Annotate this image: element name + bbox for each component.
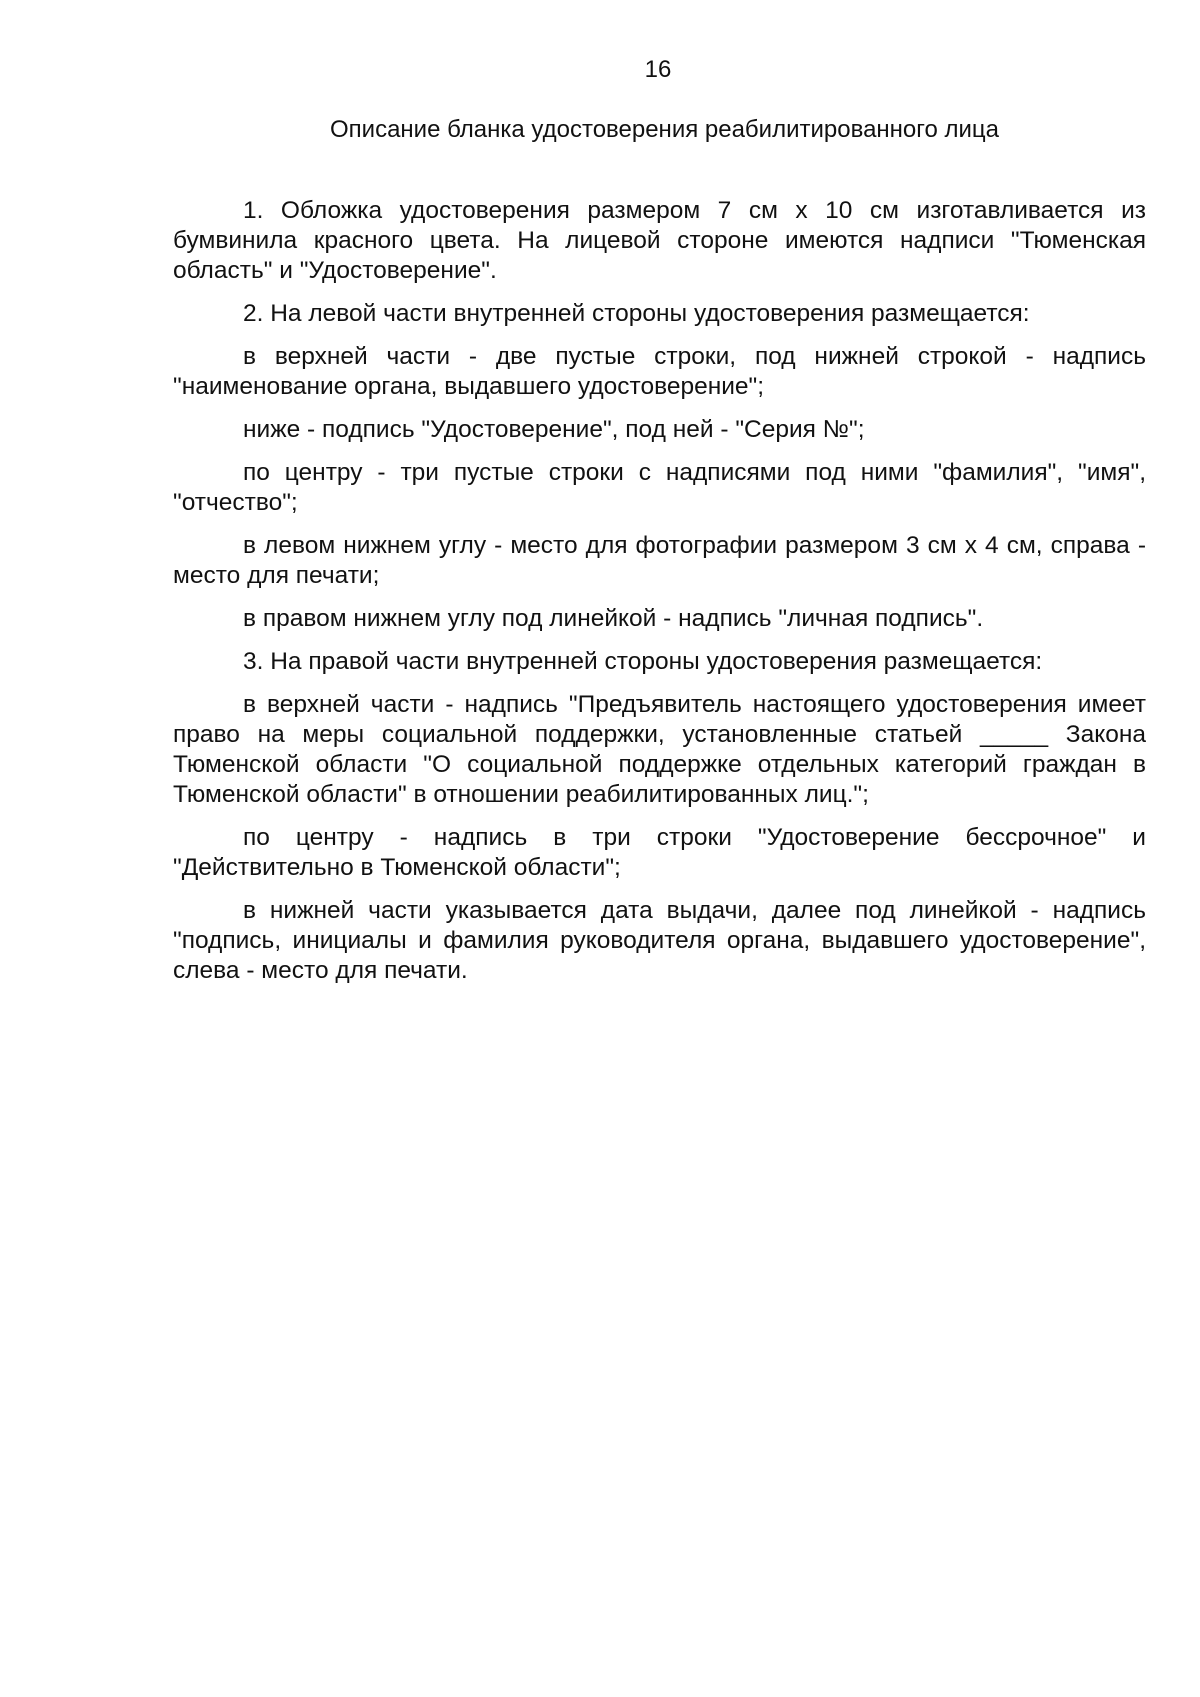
paragraph: 1. Обложка удостоверения размером 7 см x 10 см изготавливается из бумвинила красного цвета. На лицевой стороне имеются надписи "Тюменская область" и "Удостоверение".	[173, 197, 1146, 284]
paragraph: по центру - надпись в три строки "Удостоверение бессрочное" и "Действительно в Тюменской области";	[173, 824, 1146, 881]
paragraph: в правом нижнем углу под линейкой - надпись "личная подпись".	[243, 605, 984, 632]
page-number: 16	[644, 56, 672, 83]
paragraph: 2. На левой части внутренней стороны удостоверения размещается:	[243, 300, 1030, 327]
paragraph: в нижней части указывается дата выдачи, далее под линейкой - надпись "подпись, инициалы и фамилия руководителя органа, выдавшего удостоверение", слева - место для печати.	[173, 897, 1146, 984]
paragraph: в верхней части - надпись "Предъявитель настоящего удостоверения имеет право на меры социальной поддержки, установленные статьей _____ Закона Тюменской области "О социальной поддержке отдельных категорий граждан в Тюменской области" в отношении реабилитированных лиц.";	[173, 691, 1146, 808]
paragraph: в левом нижнем углу - место для фотографии размером 3 см x 4 см, справа - место для печати;	[173, 532, 1146, 589]
document-body	[173, 196, 1146, 999]
paragraph: в верхней части - две пустые строки, под нижней строкой - надпись "наименование органа, выдавшего удостоверение";	[173, 343, 1146, 400]
document-title: Описание бланка удостоверения реабилитированного лица	[330, 116, 1000, 143]
paragraph: 3. На правой части внутренней стороны удостоверения размещается:	[243, 648, 1043, 675]
paragraph: по центру - три пустые строки с надписями под ними "фамилия", "имя", "отчество";	[173, 459, 1146, 516]
paragraph: ниже - подпись "Удостоверение", под ней - "Серия №";	[243, 416, 865, 443]
